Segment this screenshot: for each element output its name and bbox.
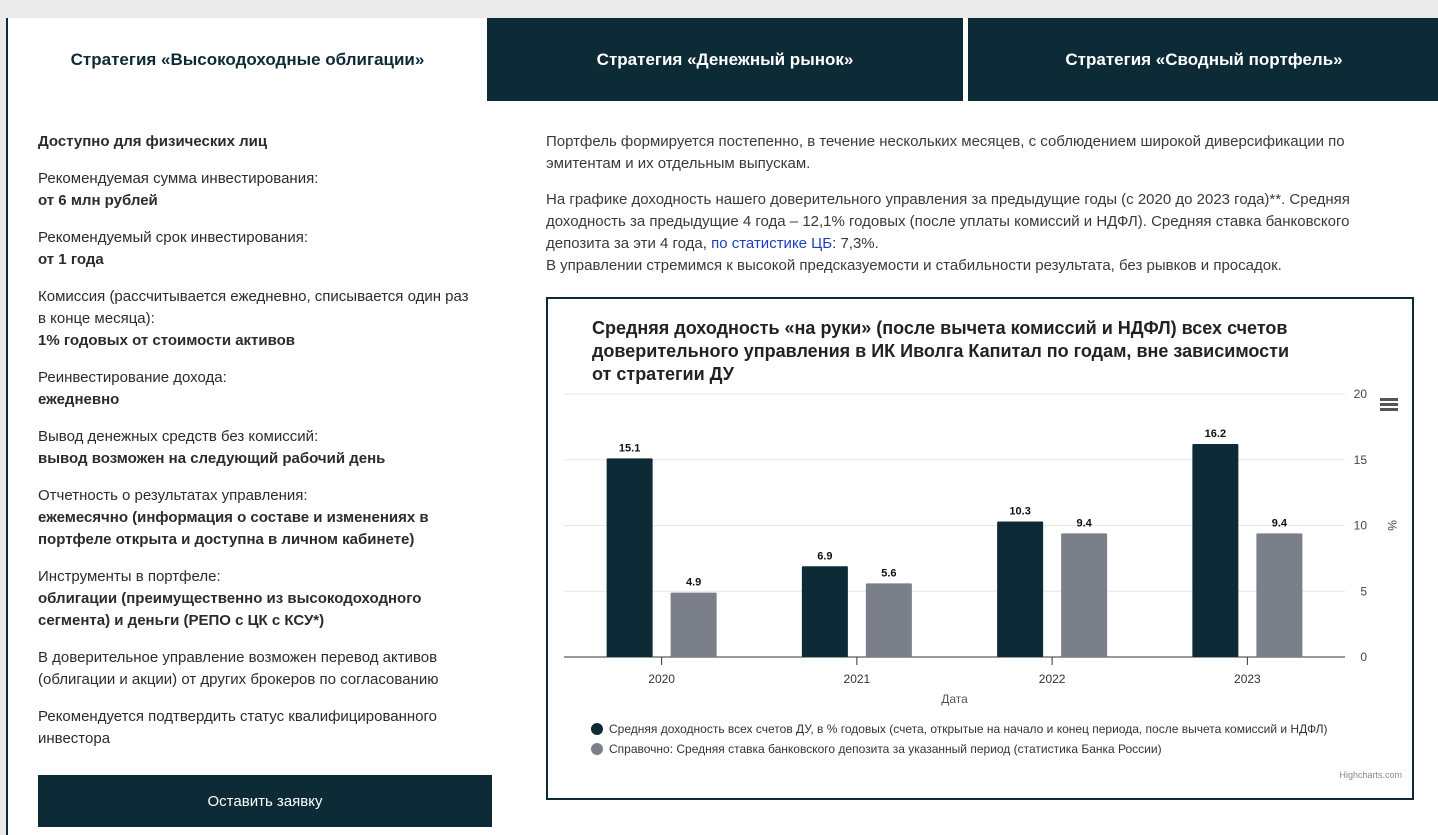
description-paragraph-1: Портфель формируется постепенно, в течение нескольких месяцев, с соблюдением широкой диверсификации по эмитентам и их отдельным выпускам. (546, 133, 1345, 172)
description-goal-text: В управлении стремимся к высокой предсказуемости и стабильности результата, без рывков и просадок. (546, 257, 1282, 274)
reports-value: ежемесячно (информация о составе и изменениях в портфеле открыта и доступна в личном кабинете) (38, 509, 429, 548)
instruments-value: облигации (преимущественно из высокодоходного сегмента) и деньги (РЕПО с ЦК с КСУ*) (38, 590, 422, 629)
data-label: 9.4 (1076, 517, 1092, 530)
tab-money-market[interactable]: Стратегия «Денежный рынок» (487, 18, 963, 101)
bar (607, 458, 653, 657)
bar (671, 593, 717, 657)
term-label: Рекомендуемый срок инвестирования: (38, 229, 309, 246)
reports-label: Отчетность о результатах управления: (38, 487, 308, 504)
data-label: 9.4 (1271, 517, 1288, 530)
reinvest-value: ежедневно (38, 391, 120, 408)
x-tick-label: 2022 (1038, 672, 1066, 686)
bar (866, 583, 912, 657)
strategy-panel (6, 18, 1438, 835)
menu-icon[interactable] (1380, 398, 1398, 412)
legend-item: Средняя доходность всех счетов ДУ, в % годовых (счета, открытые на начало и конец периода, после вычета комиссий и НДФЛ) (609, 722, 1328, 736)
x-tick-label: 2023 (1234, 672, 1261, 686)
withdraw-label: Вывод денежных средств без комиссий: (38, 428, 319, 445)
qualified-note: Рекомендуется подтвердить статус квалифицированного инвестора (38, 708, 438, 747)
y-tick-label: 15 (1353, 452, 1367, 467)
fee-value: 1% годовых от стоимости активов (38, 332, 296, 349)
strategy-details (38, 131, 478, 765)
description-text: На графике доходность нашего доверительного управления за предыдущие годы (с 2020 до 2023 года)**. Средняя доходность за предыдущие 4 года – 12,1% годовых (после уплаты комиссий и НДФЛ). Средняя ставка банковского депозита за эти 4 года, (546, 191, 1350, 252)
returns-chart (546, 297, 1414, 800)
term-value: от 1 года (38, 251, 104, 268)
submit-request-button[interactable]: Оставить заявку (38, 775, 492, 827)
y-tick-label: 20 (1353, 387, 1367, 401)
chart-credits[interactable]: Highcharts.com (1339, 770, 1402, 780)
strategy-tabs (8, 18, 1438, 101)
cbr-statistics-link[interactable]: по статистике ЦБ (711, 235, 833, 252)
tab-high-yield-bonds[interactable]: Стратегия «Высокодоходные облигации» (8, 18, 487, 101)
data-label: 16.2 (1204, 427, 1227, 440)
description-paragraph-2 (546, 189, 1416, 277)
x-tick-label: 2021 (843, 672, 871, 686)
legend-item: Справочно: Средняя ставка банковского депозита за указанный период (статистика Банка России) (609, 742, 1162, 756)
y-tick-label: 0 (1360, 650, 1367, 664)
tab-combined-portfolio[interactable]: Стратегия «Сводный портфель» (968, 18, 1438, 101)
y-tick-label: 5 (1360, 584, 1367, 599)
strategy-description (546, 131, 1416, 291)
withdraw-value: вывод возможен на следующий рабочий день (38, 450, 386, 467)
legend-marker (591, 743, 603, 755)
x-axis-title: Дата (941, 692, 968, 706)
y-tick-label: 10 (1353, 518, 1367, 533)
data-label: 10.3 (1009, 505, 1031, 518)
x-tick-label: 2020 (648, 672, 675, 686)
y-axis-title: % (1385, 520, 1399, 531)
description-text-tail: : 7,3%. (832, 235, 879, 252)
chart-title: Средняя доходность «на руки» (после вычета комиссий и НДФЛ) всех счетов доверительного управления в ИК Иволга Капитал по годам, вне зависимости от стратегии ДУ (592, 318, 1290, 384)
availability-text: Доступно для физических лиц (38, 133, 268, 150)
fee-label: Комиссия (рассчитывается ежедневно, списывается один раз в конце месяца): (38, 288, 469, 327)
transfer-note: В доверительное управление возможен перевод активов (облигации и акции) от других брокеров по согласованию (38, 649, 439, 688)
data-label: 15.1 (618, 442, 641, 455)
bar (802, 566, 848, 657)
reinvest-label: Реинвестирование дохода: (38, 369, 227, 386)
bar (997, 522, 1043, 657)
bar (1256, 533, 1302, 657)
bar (1061, 533, 1107, 657)
data-label: 5.6 (881, 567, 897, 580)
bar (1192, 444, 1238, 657)
amount-value: от 6 млн рублей (38, 192, 158, 209)
data-label: 4.9 (685, 576, 702, 589)
data-label: 6.9 (817, 550, 833, 563)
amount-label: Рекомендуемая сумма инвестирования: (38, 170, 319, 187)
instruments-label: Инструменты в портфеле: (38, 568, 221, 585)
legend-marker (591, 723, 603, 735)
